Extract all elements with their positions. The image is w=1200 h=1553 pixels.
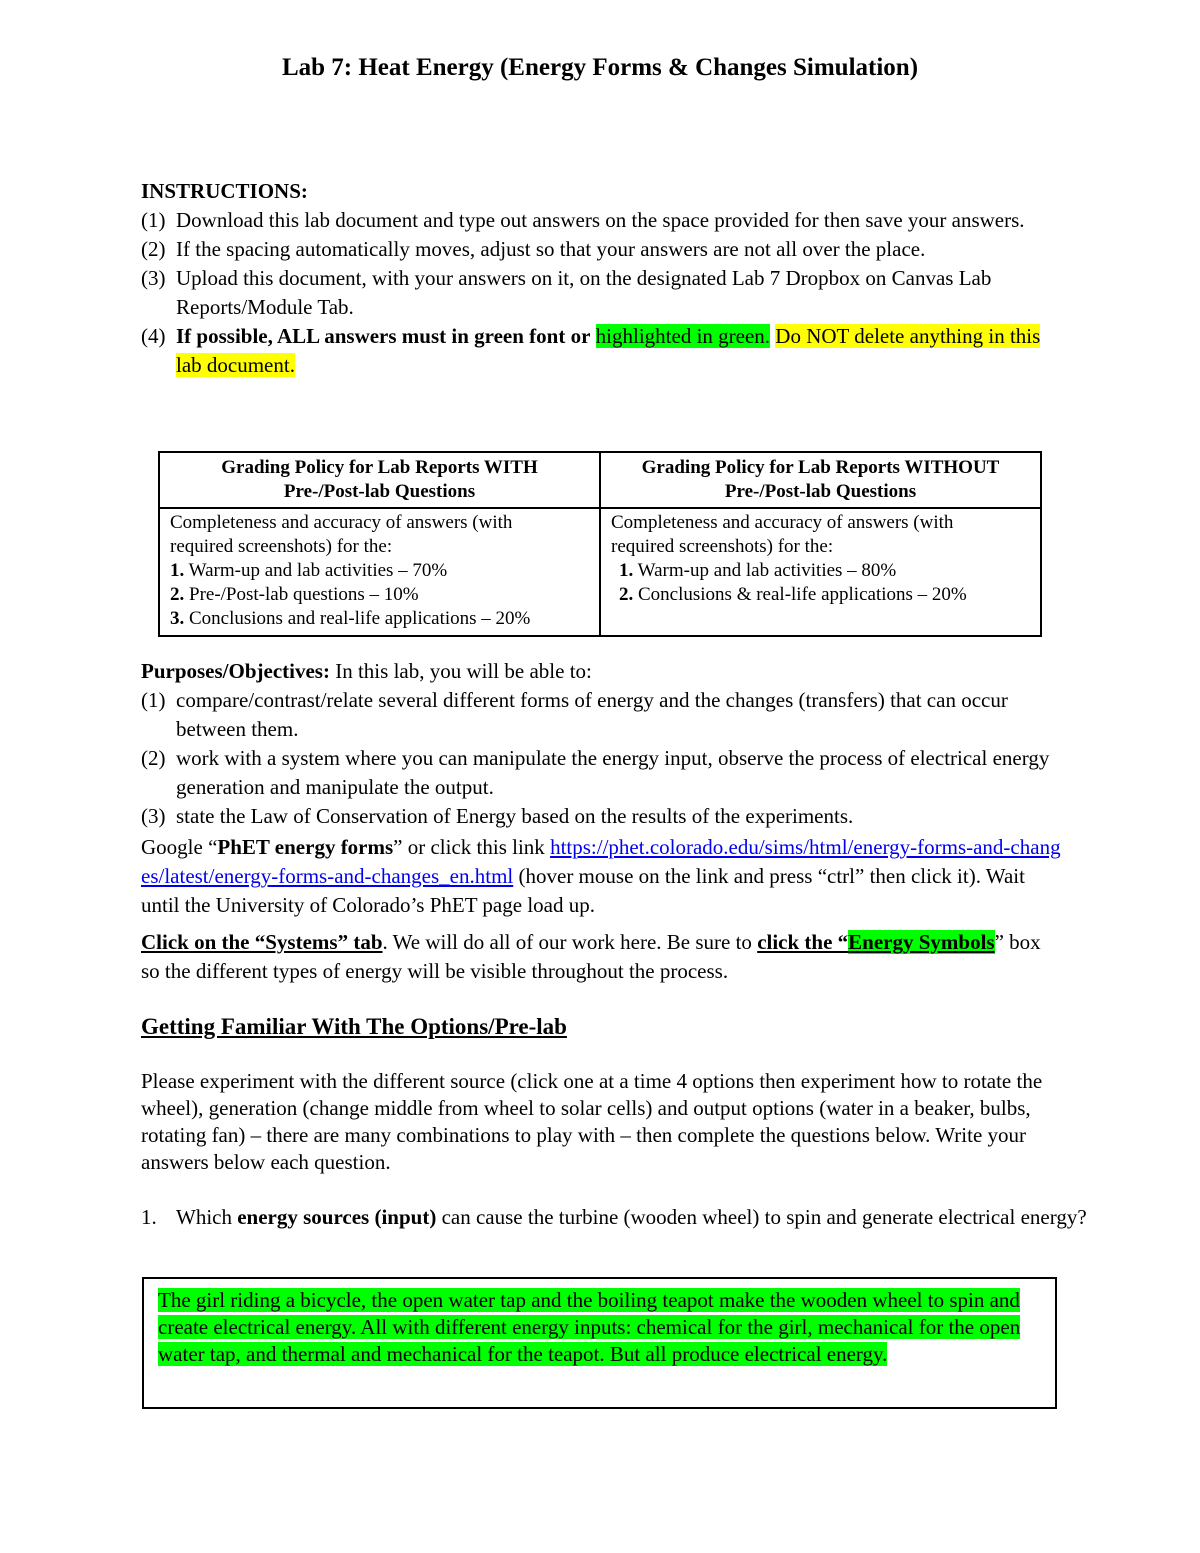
question-text (141, 1203, 1131, 1232)
phet-link[interactable]: https://phet.colorado.edu/sims/html/energy-forms-and-changes/latest/energy-forms-and-changes_en.html (141, 835, 1061, 888)
grading-item-text: Conclusions & real-life applications – 20% (638, 584, 967, 605)
grading-intro: Completeness and accuracy of answers (with (611, 512, 954, 533)
purposes-section (141, 657, 1071, 831)
instruction-item (141, 235, 1061, 264)
question-text-part: Which (176, 1205, 238, 1229)
systems-text: . We will do all of our work here. Be sure to (382, 930, 758, 954)
purposes-label: Purposes/Objectives: (141, 659, 330, 683)
grading-item-num: 3. (170, 608, 185, 629)
question-bold-part: energy sources (input) (237, 1205, 437, 1229)
grading-item (611, 559, 1030, 583)
page-title: Lab 7: Heat Energy (Energy Forms & Changes Simulation) (281, 54, 919, 81)
grading-intro: Completeness and accuracy of answers (with (170, 512, 513, 533)
item-text: work with a system where you can manipulate the energy input, observe the process of electrical energy generation and manipulate the output. (176, 746, 1050, 799)
item-text: state the Law of Conservation of Energy based on the results of the experiments. (176, 804, 854, 828)
green-highlight-text: highlighted in green. (595, 324, 771, 348)
item-number: (4) (141, 324, 166, 348)
item-number: (1) (141, 688, 166, 712)
header-line: Pre-/Post-lab Questions (283, 481, 476, 502)
grading-item-text: Pre-/Post-lab questions – 10% (189, 584, 419, 605)
header-line: Pre-/Post-lab Questions (724, 481, 917, 502)
instructions-header: INSTRUCTIONS: (141, 179, 308, 203)
google-bold-text: PhET energy forms (217, 835, 394, 859)
systems-tab-instruction: Click on the “Systems” tab (141, 930, 383, 954)
purposes-list (141, 686, 1071, 831)
purposes-intro (141, 657, 1071, 686)
grading-without-cell (600, 508, 1041, 636)
prelab-heading: Getting Familiar With The Options/Pre-lab (141, 1014, 567, 1039)
grading-item-text: Conclusions and real-life applications – 20% (189, 608, 531, 629)
grading-intro: required screenshots) for the: (611, 536, 834, 557)
item-text: Download this lab document and type out answers on the space provided for then save your answers. (176, 208, 1025, 232)
grading-item-num: 2. (619, 584, 634, 605)
grading-with-header (159, 452, 600, 508)
systems-text: ” box so the different types of energy will be visible throughout the process. (141, 930, 1041, 983)
grading-item (611, 583, 1030, 607)
answer-text: The girl riding a bicycle, the open water tap and the boiling teapot make the wooden wheel to spin and create electrical energy. All with different energy inputs: chemical for the girl, mechanical for the open water tap, and thermal and mechanical for the teapot. But all produce electrical energy. (158, 1288, 1021, 1366)
item-number: (2) (141, 746, 166, 770)
item-number: (2) (141, 237, 166, 261)
answer-box[interactable] (142, 1277, 1057, 1409)
instruction-item (141, 264, 1061, 322)
item-number: (1) (141, 208, 166, 232)
grading-item-text: Warm-up and lab activities – 70% (188, 560, 448, 581)
grading-without-header (600, 452, 1041, 508)
grading-item-text: Warm-up and lab activities – 80% (637, 560, 897, 581)
grading-item-num: 1. (619, 560, 634, 581)
item-number: (3) (141, 804, 166, 828)
grading-intro: required screenshots) for the: (170, 536, 393, 557)
google-text: Google “ (141, 835, 218, 859)
item-text: Upload this document, with your answers on it, on the designated Lab 7 Dropbox on Canvas Lab Reports/Module Tab. (176, 266, 992, 319)
item-number: (3) (141, 266, 166, 290)
item-bold-text: If possible, ALL answers must in green font or (176, 324, 591, 348)
grading-item-num: 2. (170, 584, 185, 605)
grading-item (170, 559, 589, 583)
instructions-section (141, 177, 1061, 380)
question-number: 1. (141, 1205, 157, 1229)
header-line: Grading Policy for Lab Reports WITH (221, 457, 538, 478)
grading-policy-table (158, 451, 1042, 637)
purpose-item (141, 686, 1071, 744)
grading-with-cell (159, 508, 600, 636)
grading-item (170, 583, 589, 607)
click-the-text: click the “ (757, 930, 849, 954)
item-text: If the spacing automatically moves, adjust so that your answers are not all over the place. (176, 237, 926, 261)
question-1 (141, 1203, 1131, 1232)
item-text: compare/contrast/relate several different forms of energy and the changes (transfers) that can occur between them. (176, 688, 1008, 741)
google-paragraph (141, 833, 1061, 920)
google-text: ” or click this link (393, 835, 551, 859)
purpose-item (141, 744, 1071, 802)
instruction-item (141, 206, 1061, 235)
header-line: Grading Policy for Lab Reports WITHOUT (641, 457, 1000, 478)
grading-item (170, 607, 589, 631)
google-text: (hover mouse on the link and press “ctrl” then click it). Wait until the University of Colorado’s PhET page load up. (141, 864, 1025, 917)
instruction-item (141, 322, 1061, 380)
systems-paragraph (141, 928, 1041, 986)
purposes-intro-text: In this lab, you will be able to: (329, 659, 592, 683)
instructions-list (141, 206, 1061, 380)
question-text-part: can cause the turbine (wooden wheel) to spin and generate electrical energy? (436, 1205, 1087, 1229)
yellow-highlight-text: Do NOT delete anything in this lab document. (176, 324, 1041, 377)
energy-symbols-highlight: Energy Symbols (848, 930, 995, 954)
prelab-intro: Please experiment with the different source (click one at a time 4 options then experiment how to rotate the wheel), generation (change middle from wheel to solar cells) and output options (water in a beaker, bulbs, rotating fan) – there are many combinations to play with – then complete the questions below. Write your answers below each question. (141, 1069, 1043, 1174)
purpose-item (141, 802, 1071, 831)
grading-item-num: 1. (170, 560, 185, 581)
